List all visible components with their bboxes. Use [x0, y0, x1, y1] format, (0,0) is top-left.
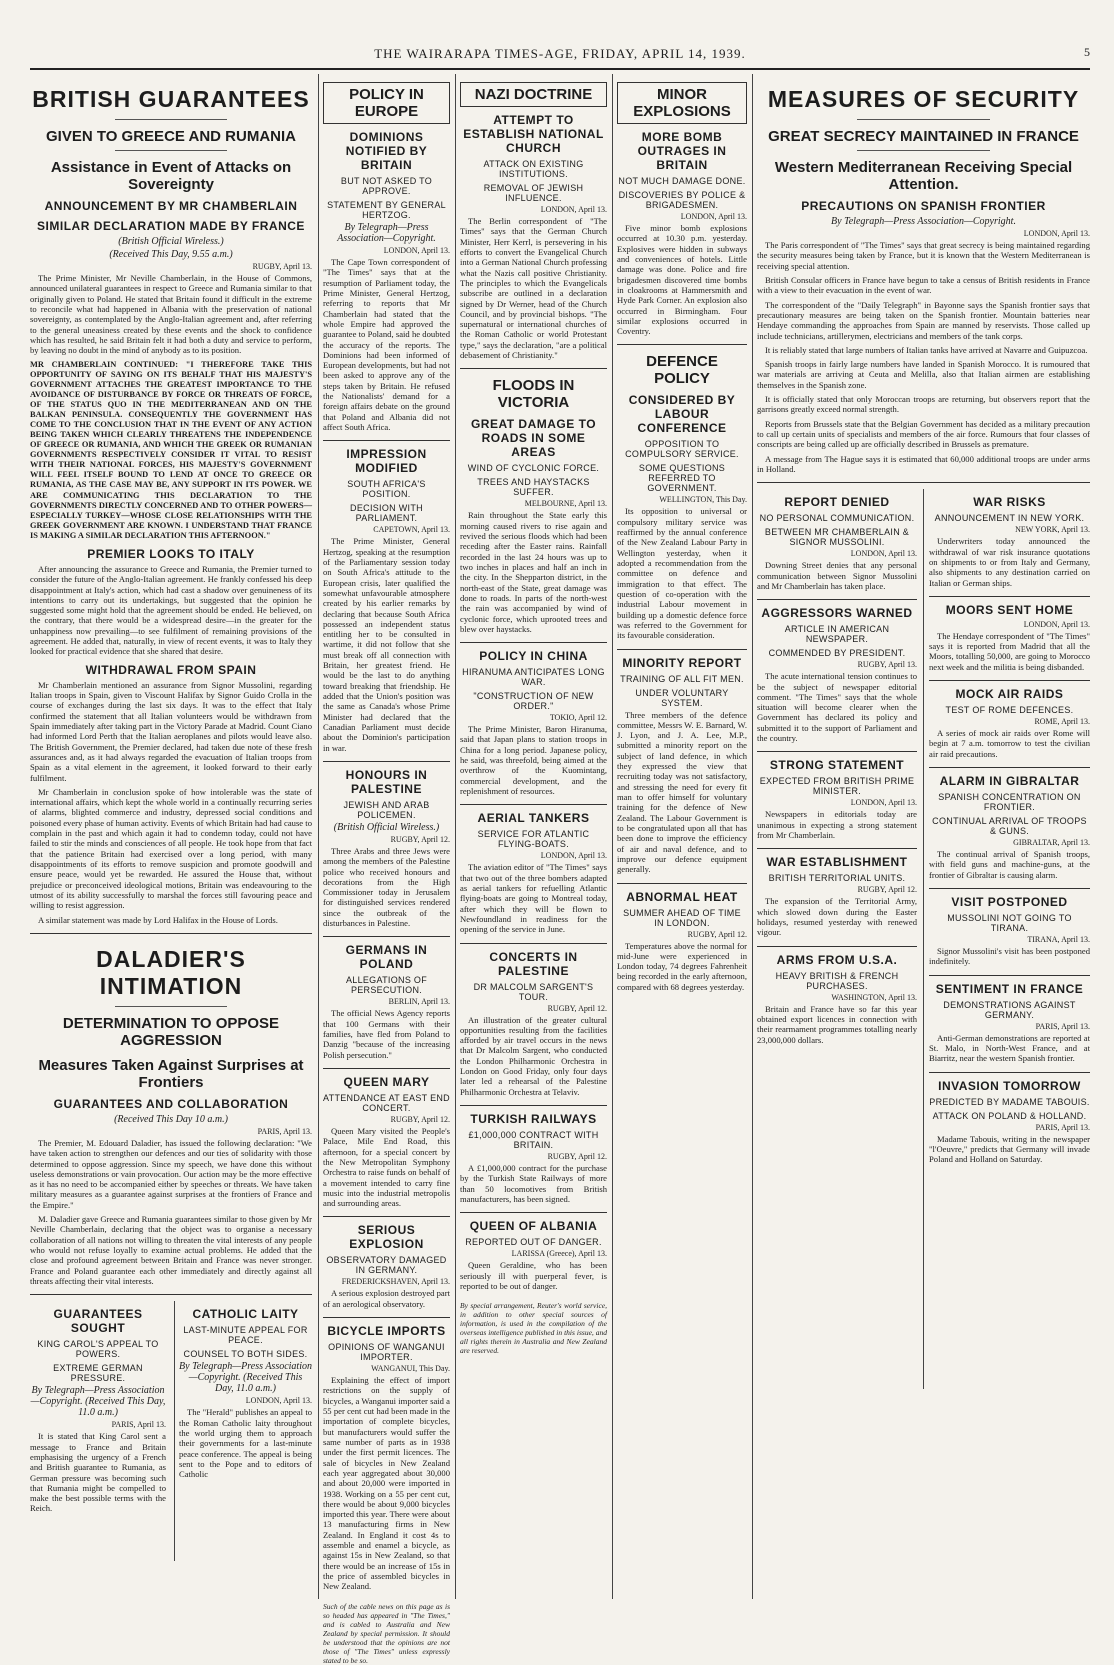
- subheading: WAR ESTABLISHMENT: [766, 855, 908, 870]
- sub-column-right: [923, 489, 1090, 1389]
- subheading: HONOURS IN PALESTINE: [345, 767, 428, 796]
- article-paragraph: Mr Chamberlain in conclusion spoke of how intolerable was the state of international affairs, which kept the whole world in a continually recurring series of alarms, blighted commerce and industry, depressed social conditions and poisoned every phase of human activity. Events of which Britain had had cause to complain in the past and which again it had to condemn today, could not have failed to stir the minds and consciences of all people. He took hope from that fact that the patience Britain had exercised over a long period, with many disappointments of its efforts to remove suspicion and promote goodwill and ensure peace, would yet be rewarded. He assured the House that, without prejudice or preconceived ideological motions, Britain was endeavouring to the utmost of its ability successfully to marshal the forces still favouring peace and willing to resist aggression.: [30, 786, 312, 911]
- subheading: DISCOVERIES BY POLICE & BRIGADESMEN.: [618, 190, 746, 210]
- divider: [115, 150, 228, 151]
- dateline: PARIS, April 13.: [257, 1126, 312, 1136]
- column-rule: [455, 74, 456, 1599]
- article-paragraph: Three Arabs and three Jews were among the members of the Palestine police who received honours and decorations from the High Commissioner today in Jerusalem for distinguished services rendered since the outbreak of the disturbances in Palestine.: [323, 845, 450, 929]
- subheading: BICYCLE IMPORTS: [327, 1324, 446, 1339]
- headline: POLICY IN EUROPE: [323, 82, 450, 124]
- article-paragraph: The Prime Minister, General Hertzog, speaking at the resumption of the Parliamentary session today on South Africa's attitude to the European crisis, later qualified the somewhat unfavourable atmosphere created by his earlier remarks by declaring that because South Africa possessed an independent status entitling her to be consulted in wartime, it did not follow that she must break off all connection with Britain, her greatest friend. He would be the last to do anything toward breaking that friendship. He added that the Union's position was the same as Canada's whose Prime Minister had declared that the Canadian Parliament must decide about the Dominion's participation in war.: [323, 536, 450, 753]
- headline: Western Mediterranean Receiving Special Attention.: [774, 159, 1073, 193]
- subheading: PRECAUTIONS ON SPANISH FRONTIER: [801, 199, 1046, 213]
- headline: GIVEN TO GREECE AND RUMANIA: [45, 128, 297, 145]
- divider: [115, 1006, 228, 1007]
- subheading: CONSIDERED BY LABOUR CONFERENCE: [628, 393, 736, 436]
- column-rule: [752, 74, 753, 1599]
- dateline: MELBOURNE, April 13.: [524, 499, 607, 509]
- headline: Measures Taken Against Surprises at Frontiers: [38, 1056, 304, 1091]
- divider: [460, 804, 607, 805]
- sub-columns: [757, 489, 1090, 1389]
- dateline: RUGBY, April 12.: [547, 1152, 607, 1161]
- subheading: SPANISH CONCENTRATION ON FRONTIER.: [938, 792, 1081, 812]
- subheading: GUARANTEES SOUGHT: [53, 1307, 143, 1336]
- subheading: ALLEGATIONS OF PERSECUTION.: [345, 975, 428, 996]
- subheading: POLICY IN CHINA: [479, 649, 588, 664]
- column-rule: [318, 74, 319, 1599]
- dateline: LONDON, April 13.: [1023, 619, 1090, 629]
- subheading: DOMINIONS NOTIFIED BY BRITAIN: [345, 130, 428, 172]
- divider: [323, 761, 450, 762]
- subheading: CATHOLIC LAITY: [192, 1307, 299, 1322]
- copyright-notice: By special arrangement, Reuter's world service, in addition to other special sources of information, is used in the compilation of the overseas intelligence published in this issue, and all rights therein in Australia and New Zealand are reserved.: [460, 1301, 607, 1356]
- subheading: STATEMENT BY GENERAL HERTZOG.: [327, 200, 446, 220]
- divider: [460, 642, 607, 643]
- divider: [857, 150, 990, 151]
- subheading: GREAT DAMAGE TO ROADS IN SOME AREAS: [470, 417, 597, 460]
- subheading: AERIAL TANKERS: [477, 811, 590, 826]
- dateline: LARISSA (Greece), April 13.: [511, 1249, 607, 1259]
- subheading: BRITISH TERRITORIAL UNITS.: [768, 873, 906, 884]
- subheading: ATTEMPT TO ESTABLISH NATIONAL CHURCH: [463, 113, 604, 155]
- column-minor-explosions: [617, 74, 747, 1599]
- divider: [757, 946, 917, 947]
- divider: [30, 933, 312, 934]
- divider: [757, 482, 1090, 483]
- dateline: RUGBY, April 12.: [857, 885, 917, 895]
- article-paragraph: A message from The Hague says it is estimated that 60,000 additional troops are under arms in Holland.: [757, 453, 1090, 474]
- divider: [857, 119, 990, 120]
- copyright-notice: Such of the cable news on this page as is so headed has appeared in "The Times," and is cabled to Australia and New Zealand by special permission. It should be understood that the opinions are not those of "The Times" unless expressly stated to be so.: [323, 1601, 450, 1665]
- divider: [757, 599, 917, 600]
- dateline: LONDON, April 13.: [540, 205, 607, 214]
- article-paragraph: Newspapers in editorials today are unanimous in expecting a strong statement from Mr Chamberlain.: [757, 809, 917, 840]
- headline: DEFENCE POLICY: [646, 353, 718, 388]
- headline: MEASURES OF SECURITY: [767, 86, 1080, 112]
- dateline: BERLIN, April 13.: [388, 997, 450, 1007]
- column-rule: [612, 74, 613, 1599]
- article-paragraph: Five minor bomb explosions occurred at 10.30 p.m. yesterday. Explosives were hidden in subways and conveniences of hotels. Little damage was done. Police and fire brigadesmen discovered time bombs in cloakrooms at Hammersmith and Hyde Park Corner. An explosion also occurred in Birmingham. Four similar explosions occurred in Coventry.: [617, 223, 747, 337]
- dateline: GIBRALTAR, April 13.: [1013, 838, 1090, 847]
- article-paragraph: A £1,000,000 contract for the purchase by the Turkish State Railways of more than 50 locomotives from British manufacturers, has been signed.: [460, 1163, 607, 1204]
- subheading: SIMILAR DECLARATION MADE BY FRANCE: [37, 219, 305, 233]
- subheading: TEST OF ROME DEFENCES.: [945, 705, 1074, 716]
- subheading: ANNOUNCEMENT BY MR CHAMBERLAIN: [44, 199, 298, 213]
- subheading: ARMS FROM U.S.A.: [776, 952, 898, 967]
- subheading: KING CAROL'S APPEAL TO POWERS.: [37, 1339, 159, 1360]
- dateline: PARIS, April 13.: [1035, 1021, 1090, 1031]
- divider: [460, 1212, 607, 1213]
- subheading: OBSERVATORY DAMAGED IN GERMANY.: [326, 1255, 447, 1276]
- column-nazi-doctrine: [460, 74, 607, 1599]
- dateline: LONDON, April 13.: [680, 212, 747, 221]
- subheading: REMOVAL OF JEWISH INFLUENCE.: [483, 183, 584, 203]
- subheading: TURKISH RAILWAYS: [470, 1112, 597, 1126]
- headline: FLOODS IN VICTORIA: [492, 377, 575, 412]
- column-british-guarantees: [30, 74, 312, 1599]
- dateline: RUGBY, April 13.: [857, 660, 917, 670]
- subheading: IMPRESSION MODIFIED: [346, 447, 427, 476]
- subheading: SERVICE FOR ATLANTIC FLYING-BOATS.: [477, 829, 590, 850]
- article-paragraph: The "Herald" publishes an appeal to the Roman Catholic laity throughout the world urging them to approach their governments for a last-minute peace conference. The appeal is being sent to the Pope and to editors of Catholic: [179, 1407, 312, 1480]
- article-paragraph: The Cape Town correspondent of "The Times" says that at the resumption of Parliament today, the Prime Minister, General Hertzog, referring to reports that Mr Chamberlain had stated that the whole Empire had approved the guarantee to Poland, said he doubted the accuracy of the reports. The Dominions had been informed of European developments, but had not been asked to approve any of the steps taken by Britain. He refused the Nationalists' demand for a foreign affairs debate on the ground that Poland and Albania did not affect South Africa.: [323, 257, 450, 432]
- article-paragraph: Anti-German demonstrations are reported at St. Malo, in North-West France, and at Biarritz, near the western Spanish frontier.: [929, 1032, 1090, 1064]
- subheading: MINORITY REPORT: [622, 655, 742, 670]
- subheading: BETWEEN MR CHAMBERLAIN & SIGNOR MUSSOLINI.: [764, 527, 910, 548]
- subheading: CONCERTS IN PALESTINE: [489, 949, 578, 978]
- article-paragraph: Underwriters today announced the withdrawal of war risk insurance quotations on shipments to or from Italy and Germany, also shipments to any destination carried on Italian or German ships.: [929, 536, 1090, 588]
- article-paragraph: The correspondent of the "Daily Telegraph" in Bayonne says the Spanish frontier says that precautionary measures are being taken on the Spanish frontier. Mountain batteries near Hendaye commanding the approaches from Spain are manned by reservists. Those called up include technicians, artillerymen, electricians and members of the tank corps.: [757, 299, 1090, 341]
- subheading: MOORS SENT HOME: [945, 602, 1074, 617]
- divider: [757, 848, 917, 849]
- article-paragraph: A series of mock air raids over Rome will begin at 7 a.m. tomorrow to test the civilian air raid precautions.: [929, 728, 1090, 759]
- dateline: WELLINGTON, This Day.: [659, 495, 747, 505]
- dateline: ROME, April 13.: [1034, 717, 1090, 727]
- subheading: REPORT DENIED: [784, 495, 890, 510]
- subheading: PREDICTED BY MADAME TABOUIS.: [929, 1096, 1090, 1107]
- article-paragraph: The expansion of the Territorial Army, which slowed down during the Easter holidays, resumed yesterday with renewed vigour.: [757, 896, 917, 938]
- subheading: DECISION WITH PARLIAMENT.: [350, 503, 423, 524]
- divider: [757, 751, 917, 752]
- subheading: DR MALCOLM SARGENT'S TOUR.: [473, 981, 594, 1002]
- subheading: NO PERSONAL COMMUNICATION.: [759, 513, 915, 524]
- article-paragraph: A similar statement was made by Lord Halifax in the House of Lords.: [38, 914, 278, 925]
- article-paragraph: Temperatures above the normal for mid-June were experienced in London today, 74 degrees Fahrenheit being recorded in the early afternoon, compared with 68 degrees yesterday.: [617, 940, 747, 992]
- subheading: CONTINUAL ARRIVAL OF TROOPS & GUNS.: [932, 816, 1087, 836]
- article-paragraph: Signor Mussolini's visit has been postponed indefinitely.: [929, 945, 1090, 967]
- subheading: ARTICLE IN AMERICAN NEWSPAPER.: [784, 624, 890, 645]
- subheading: WIND OF CYCLONIC FORCE.: [467, 463, 600, 474]
- article-paragraph: An illustration of the greater cultural opportunities resulting from the facilities afforded by air travel occurs in the news that Dr Malcolm Sargent, who conducted the London Philharmonic Orchestra in London on Good Friday, only four days later led a rehearsal of the Palestine Philharmonic Orchestra at Telaviv.: [460, 1014, 607, 1097]
- divider: [30, 1294, 312, 1295]
- article-paragraph: British Consular officers in France have begun to take a census of British residents in France with a view to their evacuation in the event of war.: [757, 274, 1090, 296]
- page-number: 5: [1084, 45, 1090, 59]
- dateline: LONDON, April 13.: [383, 246, 450, 255]
- subheading: OPINIONS OF WANGANUI IMPORTER.: [328, 1342, 445, 1363]
- dateline: WASHINGTON, April 13.: [831, 992, 917, 1002]
- sub-column-left: [757, 489, 917, 1389]
- headline: NAZI DOCTRINE: [460, 82, 607, 107]
- divider: [617, 883, 747, 884]
- headline: GREAT SECRECY MAINTAINED IN FRANCE: [768, 128, 1079, 145]
- subheading: SERIOUS EXPLOSION: [349, 1223, 424, 1252]
- article-paragraph: Spanish troops in fairly large numbers have landed in Spanish Morocco. It is rumoured that war materials are arriving at Ceuta and Melilla, also that Italian airmen are establishing themselves in the Spanish zone.: [757, 359, 1090, 390]
- divider: [929, 596, 1090, 597]
- subheading: MOCK AIR RAIDS: [955, 687, 1064, 702]
- subheading: PREMIER LOOKS TO ITALY: [87, 546, 255, 561]
- article-paragraph: Reports from Brussels state that the Belgian Government has decided as a military precaution to call up certain units of specialists and members of the air force. Rumours that four classes of conscripts are being called up are officially described in Brussels as premature.: [757, 418, 1090, 450]
- subheading: "CONSTRUCTION OF NEW ORDER.": [473, 691, 594, 712]
- subheading: £1,000,000 CONTRACT WITH BRITAIN.: [468, 1130, 599, 1150]
- article-paragraph: The Prime Minister, Mr Neville Chamberlain, in the House of Commons, announced unilateral guarantees in respect to Greece and Rumania similar to that originally given to Poland. He stated that Britain found it difficult in the extreme to reconcile what had happened in Albania with the preservation of national sovereignty, as contemplated by the Anglo-Italian agreement and, after referring to the general uneasiness created by these events and the shock to confidence which has resulted, he said Britain felt it had both a duty and service to perform, by leaving no doubt in the mind of anybody as to its position.: [30, 273, 312, 356]
- subheading: NOT MUCH DAMAGE DONE.: [618, 176, 746, 186]
- dateline: LONDON, April 13.: [245, 1396, 312, 1406]
- received-line: (Received This Day 10 a.m.): [114, 1113, 228, 1125]
- subheading: GERMANS IN POLAND: [345, 943, 428, 972]
- column-policy-in-europe: [323, 74, 450, 1665]
- divider: [323, 936, 450, 937]
- subheading: COUNSEL TO BOTH SIDES.: [183, 1349, 308, 1360]
- divider: [929, 680, 1090, 681]
- divider: [460, 368, 607, 369]
- article-catholic-laity: [174, 1301, 312, 1561]
- subheading: UNDER VOLUNTARY SYSTEM.: [635, 687, 729, 708]
- subheading: QUEEN MARY: [343, 1074, 430, 1089]
- subheading: ATTENDANCE AT EAST END CONCERT.: [323, 1092, 450, 1113]
- source-line: By Telegraph—Press Association—Copyright.: [337, 222, 436, 244]
- divider: [617, 649, 747, 650]
- subheading: EXTREME GERMAN PRESSURE.: [53, 1363, 143, 1384]
- dateline: WANGANUI, This Day.: [371, 1364, 450, 1374]
- article-guarantees-sought: [30, 1301, 166, 1561]
- article-paragraph: Mr Chamberlain mentioned an assurance from Signor Mussolini, regarding Italian troops in Spain, given to Viscount Halifax by Signor Guido Crolla in the course of exchanges during the last six days. It was to the effect that Italy confirmed the statement that all Italian volunteers would be withdrawn from Spain immediately after taking part in the Victory Parade at Madrid. Count Ciano had informed Lord Perth that the Italian aeroplanes and pilots would leave also. The British Government, the Premier declared, had taken due note of these fresh assurances and, as it had always regarded the evacuation of Italian troops from Spain as a vital element in the agreement, it looked forward to their early fulfilment.: [30, 679, 312, 783]
- divider: [323, 1216, 450, 1217]
- subheading: EXPECTED FROM BRITISH PRIME MINISTER.: [759, 776, 915, 797]
- article-paragraph: Britain and France have so far this year obtained export licences in connection with their rearmament programmes totalling nearly 23,000,000 dollars.: [757, 1003, 917, 1045]
- article-paragraph: The Prime Minister, Baron Hiranuma, said that Japan plans to station troops in China for a long period. Japanese policy, he said, was threefold, being aimed at the overthrow of the Kuomintang, commercial development, and the replenishment of resources.: [460, 724, 607, 796]
- sub-columns: [30, 1301, 312, 1561]
- subheading: HIRANUMA ANTICIPATES LONG WAR.: [462, 667, 605, 688]
- subheading: ANNOUNCEMENT IN NEW YORK.: [934, 513, 1085, 524]
- divider: [115, 119, 228, 120]
- subheading: LAST-MINUTE APPEAL FOR PEACE.: [183, 1325, 308, 1346]
- article-paragraph: Madame Tabouis, writing in the newspaper "l'Oeuvre," predicts that Germany will invade Poland and Holland on Saturday.: [929, 1133, 1090, 1165]
- newspaper-title: THE WAIRARAPA TIMES-AGE, FRIDAY, APRIL 14, 1939.: [374, 46, 746, 61]
- subheading: SOUTH AFRICA'S POSITION.: [347, 479, 426, 500]
- dateline: RUGBY, April 12.: [390, 1114, 450, 1124]
- source-line: By Telegraph—Press Association—Copyright.: [831, 216, 1016, 227]
- subheading: MORE BOMB OUTRAGES IN BRITAIN: [637, 130, 727, 172]
- subheading: JEWISH AND ARAB POLICEMEN.: [343, 799, 430, 820]
- article-paragraph: The continual arrival of Spanish troops, with field guns and machine-guns, at the frontier of Gibraltar is causing alarm.: [929, 849, 1090, 880]
- article-paragraph: The Premier, M. Edouard Daladier, has issued the following declaration: "We have taken action to strengthen our defences and our ties of solidarity with those determined to oppose aggression. Since my speech, we have done this without useless demonstrations or vain provocation. Our action may be the more effective as it has no need to be accompanied either by speeches or threats. We have taken military measures as a guarantee against surprises at the frontiers of France and the Empire.": [30, 1137, 312, 1210]
- dateline: LONDON, April 13.: [1023, 229, 1090, 238]
- article-paragraph: The official News Agency reports that 100 Germans with their families, have fled from Poland to Danzig "because of the increasing Polish persecution.": [323, 1008, 450, 1060]
- subheading: TREES AND HAYSTACKS SUFFER.: [477, 477, 590, 498]
- article-paragraph: The aviation editor of "The Times" says that two out of the three bombers adapted as aerial tankers for refuelling Atlantic flying-boats are going to Montreal today, after which they will be flown to Newfoundland in readiness for the opening of the service in June.: [460, 862, 607, 935]
- dateline: CAPETOWN, April 13.: [373, 525, 450, 535]
- subheading: OPPOSITION TO COMPULSORY SERVICE.: [625, 439, 739, 460]
- column-measures-of-security: [757, 74, 1090, 1599]
- subheading: SOME QUESTIONS REFERRED TO GOVERNMENT.: [638, 463, 726, 494]
- dateline: LONDON, April 13.: [540, 851, 607, 861]
- subheading: ALARM IN GIBRALTAR: [939, 774, 1080, 788]
- dateline: PARIS, April 13.: [1035, 1122, 1090, 1132]
- divider: [929, 888, 1090, 889]
- divider: [323, 1317, 450, 1318]
- subheading: VISIT POSTPONED: [951, 894, 1068, 909]
- dateline: TOKIO, April 12.: [549, 713, 607, 723]
- subheading: HEAVY BRITISH & FRENCH PURCHASES.: [775, 970, 899, 991]
- headline: DALADIER'S INTIMATION: [96, 945, 246, 999]
- dateline: LONDON, April 13.: [850, 798, 917, 808]
- divider: [460, 1105, 607, 1106]
- dateline: RUGBY, April 12.: [390, 834, 450, 844]
- subheading: SUMMER AHEAD OF TIME IN LONDON.: [623, 907, 741, 928]
- subheading: BUT NOT ASKED TO APPROVE.: [340, 176, 433, 196]
- article-paragraph: Its opposition to universal or compulsory military service was reaffirmed by the annual conference of the New Zealand Labour Party in Wellington yesterday, when it adopted a recommendation from the committee on defence and immigration to that effect. The question of co-operation with the industrial Labour movement in building up a domestic defence force was referred to the Government for its favourable consideration.: [617, 506, 747, 641]
- subheading: QUEEN OF ALBANIA: [469, 1219, 598, 1234]
- dateline: TIRANA, April 13.: [1027, 934, 1090, 944]
- headline: MINOR EXPLOSIONS: [617, 82, 747, 124]
- subheading: MUSSOLINI NOT GOING TO TIRANA.: [947, 912, 1072, 933]
- article-paragraph: The acute international tension continues to be the subject of newspaper editorial comment. "The Times" says that the whole situation will become clearer when the Government has declared its policy and submitted it to the support of Parliament and the country.: [757, 671, 917, 744]
- article-paragraph: A serious explosion destroyed part of an aerological observatory.: [323, 1288, 450, 1309]
- headline: DETERMINATION TO OPPOSE AGGRESSION: [62, 1014, 280, 1049]
- source-line: (British Official Wireless.): [118, 236, 224, 247]
- article-paragraph: Rain throughout the State early this morning caused rivers to rise again and revived the serious floods which had been receding after the Easter rains. Rainfall recorded in the last 24 hours was up to two inches in places and half an inch in the city. In the Shepparton district, in the north-east of the State, great damage was done to roads. In parts of the north-west the rain was accompanied by wind of cyclonic force, which uprooted trees and blew over haystacks.: [460, 510, 607, 634]
- article-paragraph: After announcing the assurance to Greece and Rumania, the Premier turned to consider the future of the Anglo-Italian agreement. He frankly confessed his deep disappointment at Italy's action, which had cast a shadow over genuineness of its intentions to carry out its undertakings, but suggested that the opinion he suggested some might hold that the agreement should be ended. He believed, on the contrary, that there would be a widespread desire—in the greater for the unhappiness now prevailing—to see fulfilment of remaining provisions of the agreement. He added that, naturally, in view of recent events, it was to Italy they looked for practical evidence that she shared that desire.: [30, 563, 312, 657]
- article-paragraph: It is reliably stated that large numbers of Italian tanks have arrived at Navarre and Guipuzcoa.: [765, 344, 1088, 355]
- headline: Assistance in Event of Attacks on Sovereignty: [50, 159, 292, 193]
- subheading: REPORTED OUT OF DANGER.: [465, 1237, 602, 1248]
- dateline: NEW YORK, April 13.: [1015, 525, 1090, 535]
- subheading: AGGRESSORS WARNED: [761, 606, 913, 621]
- subheading: INVASION TOMORROW: [938, 1078, 1081, 1093]
- dateline: RUGBY, April 13.: [252, 262, 312, 271]
- subheading: ATTACK ON EXISTING INSTITUTIONS.: [483, 159, 584, 179]
- subheading: TRAINING OF ALL FIT MEN.: [620, 673, 744, 684]
- divider: [929, 767, 1090, 768]
- divider: [929, 975, 1090, 976]
- article-paragraph: It is stated that King Carol sent a message to France and Britain emphasising the urgency of a French and British guarantee to Rumania, as German pressure was becoming such that Rumania might be compelled to make the best possible terms with the Reich.: [30, 1431, 166, 1514]
- divider: [617, 344, 747, 345]
- subheading: ATTACK ON POLAND & HOLLAND.: [932, 1110, 1087, 1121]
- article-paragraph: MR CHAMBERLAIN CONTINUED: "I THEREFORE TAKE THIS OPPORTUNITY OF SAYING ON ITS BEHALF THAT HIS MAJESTY'S GOVERNMENT ATTACHES THE GREATEST IMPORTANCE TO THE AVOIDANCE OF DISTURBANCE BY FORCE OR THREATS OF FORCE, OF THE STATUS QUO IN THE MEDITERRANEAN AND ON THE BALKAN PENINSULA. CONSEQUENTLY THE GOVERNMENT HAS COME TO THE CONCLUSION THAT IN THE EVENT OF ANY ACTION BEING TAKEN WHICH CLEARLY THREATENS THE INDEPENDENCE OF GREECE OR RUMANIA, AND WHICH THE GREEK OR RUMANIAN GOVERNMENTS RESPECTIVELY CONSIDER IT VITAL TO RESIST WITH THEIR NATIONAL FORCES, HIS MAJESTY'S GOVERNMENT WILL FEEL ITSELF BOUND TO LEND AT ONCE TO GREECE OR RUMANIA, AS THE CASE MAY BE, ANY SUPPORT IN ITS POWER. WE ARE COMMUNICATING THIS DECLARATION TO THE GOVERNMENTS DIRECTLY CONCERNED AND TO OTHER POWERS—ESPECIALLY TURKEY—WHOSE CLOSE RELATIONSHIPS WITH THE GREEK GOVERNMENT ARE KNOWN. I UNDERSTAND THAT FRANCE IS MAKING A SIMILAR DECLARATION THIS AFTERNOON.": [30, 359, 312, 540]
- subheading: COMMENDED BY PRESIDENT.: [768, 648, 906, 659]
- dateline: RUGBY, April 12.: [547, 1003, 607, 1013]
- article-paragraph: Three members of the defence committee, Messrs W. E. Barnard, W. J. Lyon, and J. A. Lee, M.P., submitted a minority report on the subject of land defence, in which they expressed the view that recruiting today was not satisfactory, and stressing the need for every fit man to offer himself for voluntary training for the defence of New Zealand. The Labour Government is to be congratulated upon all that has been done to improve the efficiency of air and naval defence, and to improve our defence equipment generally.: [617, 709, 747, 875]
- divider: [460, 943, 607, 944]
- divider: [323, 1068, 450, 1069]
- received-line: (Received This Day, 9.55 a.m.): [109, 249, 233, 260]
- dateline: PARIS, April 13.: [111, 1420, 166, 1430]
- article-paragraph: The Hendaye correspondent of "The Times" says it is reported from Madrid that all the Moors, totalling 50,000, are going to Morocco next week and the militia is being disbanded.: [929, 630, 1090, 672]
- subheading: WAR RISKS: [973, 495, 1046, 510]
- article-paragraph: Queen Geraldine, who has been seriously ill with puerperal fever, is reported to be out of danger.: [460, 1260, 607, 1291]
- article-paragraph: M. Daladier gave Greece and Rumania guarantees similar to those given by Mr Neville Chamberlain, declaring that the object was to organise a necessary collaboration of all nations not willing to threaten the vital interests of any people who would not refuse loyally to examine actual problems. He added that the close and profound agreement between Britain and France was never stronger. France and Poland guarantee each other immediately and directly against all threats affecting their vital interests.: [30, 1214, 312, 1286]
- subheading: DEMONSTRATIONS AGAINST GERMANY.: [943, 999, 1076, 1020]
- subheading: GUARANTEES AND COLLABORATION: [53, 1096, 289, 1111]
- article-paragraph: The Berlin correspondent of "The Times" says that the German Church Minister, Herr Kerrl, is persevering in his efforts to convert the Evangelical Church into a German National Church professing what the Nazis call positive Christianity. The principles to which the Evangelicals subscribe are outlined in a declaration signed by Dr Werner, head of the Church Council, and by provincial bishops. "The supernatural or international churches of the Roman Catholic or world Protestant type," says the declaration, "are a political debasement of Christianity.": [460, 216, 607, 361]
- headline: BRITISH GUARANTEES: [32, 86, 310, 112]
- divider: [929, 1072, 1090, 1073]
- source-line: (British Official Wireless.): [333, 821, 440, 833]
- dateline: FREDERICKSHAVEN, April 13.: [341, 1277, 450, 1287]
- divider: [323, 440, 450, 441]
- source-line: By Telegraph—Press Association—Copyright. (Received This Day, 11.0 a.m.): [30, 1385, 166, 1419]
- article-paragraph: Queen Mary visited the People's Palace, Mile End Road, this afternoon, for a special concert by the New Metropolitan Symphony Orchestra to raise funds on behalf of a movement intended to carry fine music into the industrial metropolis and surrounding areas.: [323, 1125, 450, 1209]
- subheading: WITHDRAWAL FROM SPAIN: [85, 662, 257, 677]
- subheading: STRONG STATEMENT: [769, 758, 905, 773]
- article-paragraph: Downing Street denies that any personal communication between Signor Mussolini and Mr Chamberlain has taken place.: [757, 560, 917, 591]
- source-line: By Telegraph—Press Association—Copyright. (Received This Day, 11.0 a.m.): [179, 1361, 312, 1395]
- article-paragraph: It is officially stated that only Moroccan troops are returning, but observers report that the garrisons greatly exceed normal strength.: [757, 394, 1090, 415]
- subheading: SENTIMENT IN FRANCE: [935, 981, 1084, 996]
- masthead: [30, 40, 1090, 70]
- dateline: RUGBY, April 12.: [687, 929, 747, 939]
- article-paragraph: Explaining the effect of import restrictions on the supply of bicycles, a Wanganui importer said a 55 per cent cut had been made in the importation of complete bicycles, but manufacturers would suffer the same number of parts as in 1938 under the first permit licences. The sale of bicycles in New Zealand each year aggregated about 30,000 and about 20,000 were imported in 1938. Working on a 55 per cent cut, there would be about 9,000 bicycles imported this year. There were about 13 manufacturing firms in New Zealand. In England it cost 4s to assemble and enamel a bicycle, as against 15s in New Zealand, so that there would be an increase of 15s in the price of assembled bicycles in New Zealand.: [323, 1375, 450, 1592]
- article-paragraph: The Paris correspondent of "The Times" says that great secrecy is being maintained regarding the security measures being taken by France, but it is known that the Western Mediterranean is receiving special attention.: [757, 240, 1090, 271]
- subheading: ABNORMAL HEAT: [626, 889, 738, 904]
- dateline: LONDON, April 13.: [850, 549, 917, 559]
